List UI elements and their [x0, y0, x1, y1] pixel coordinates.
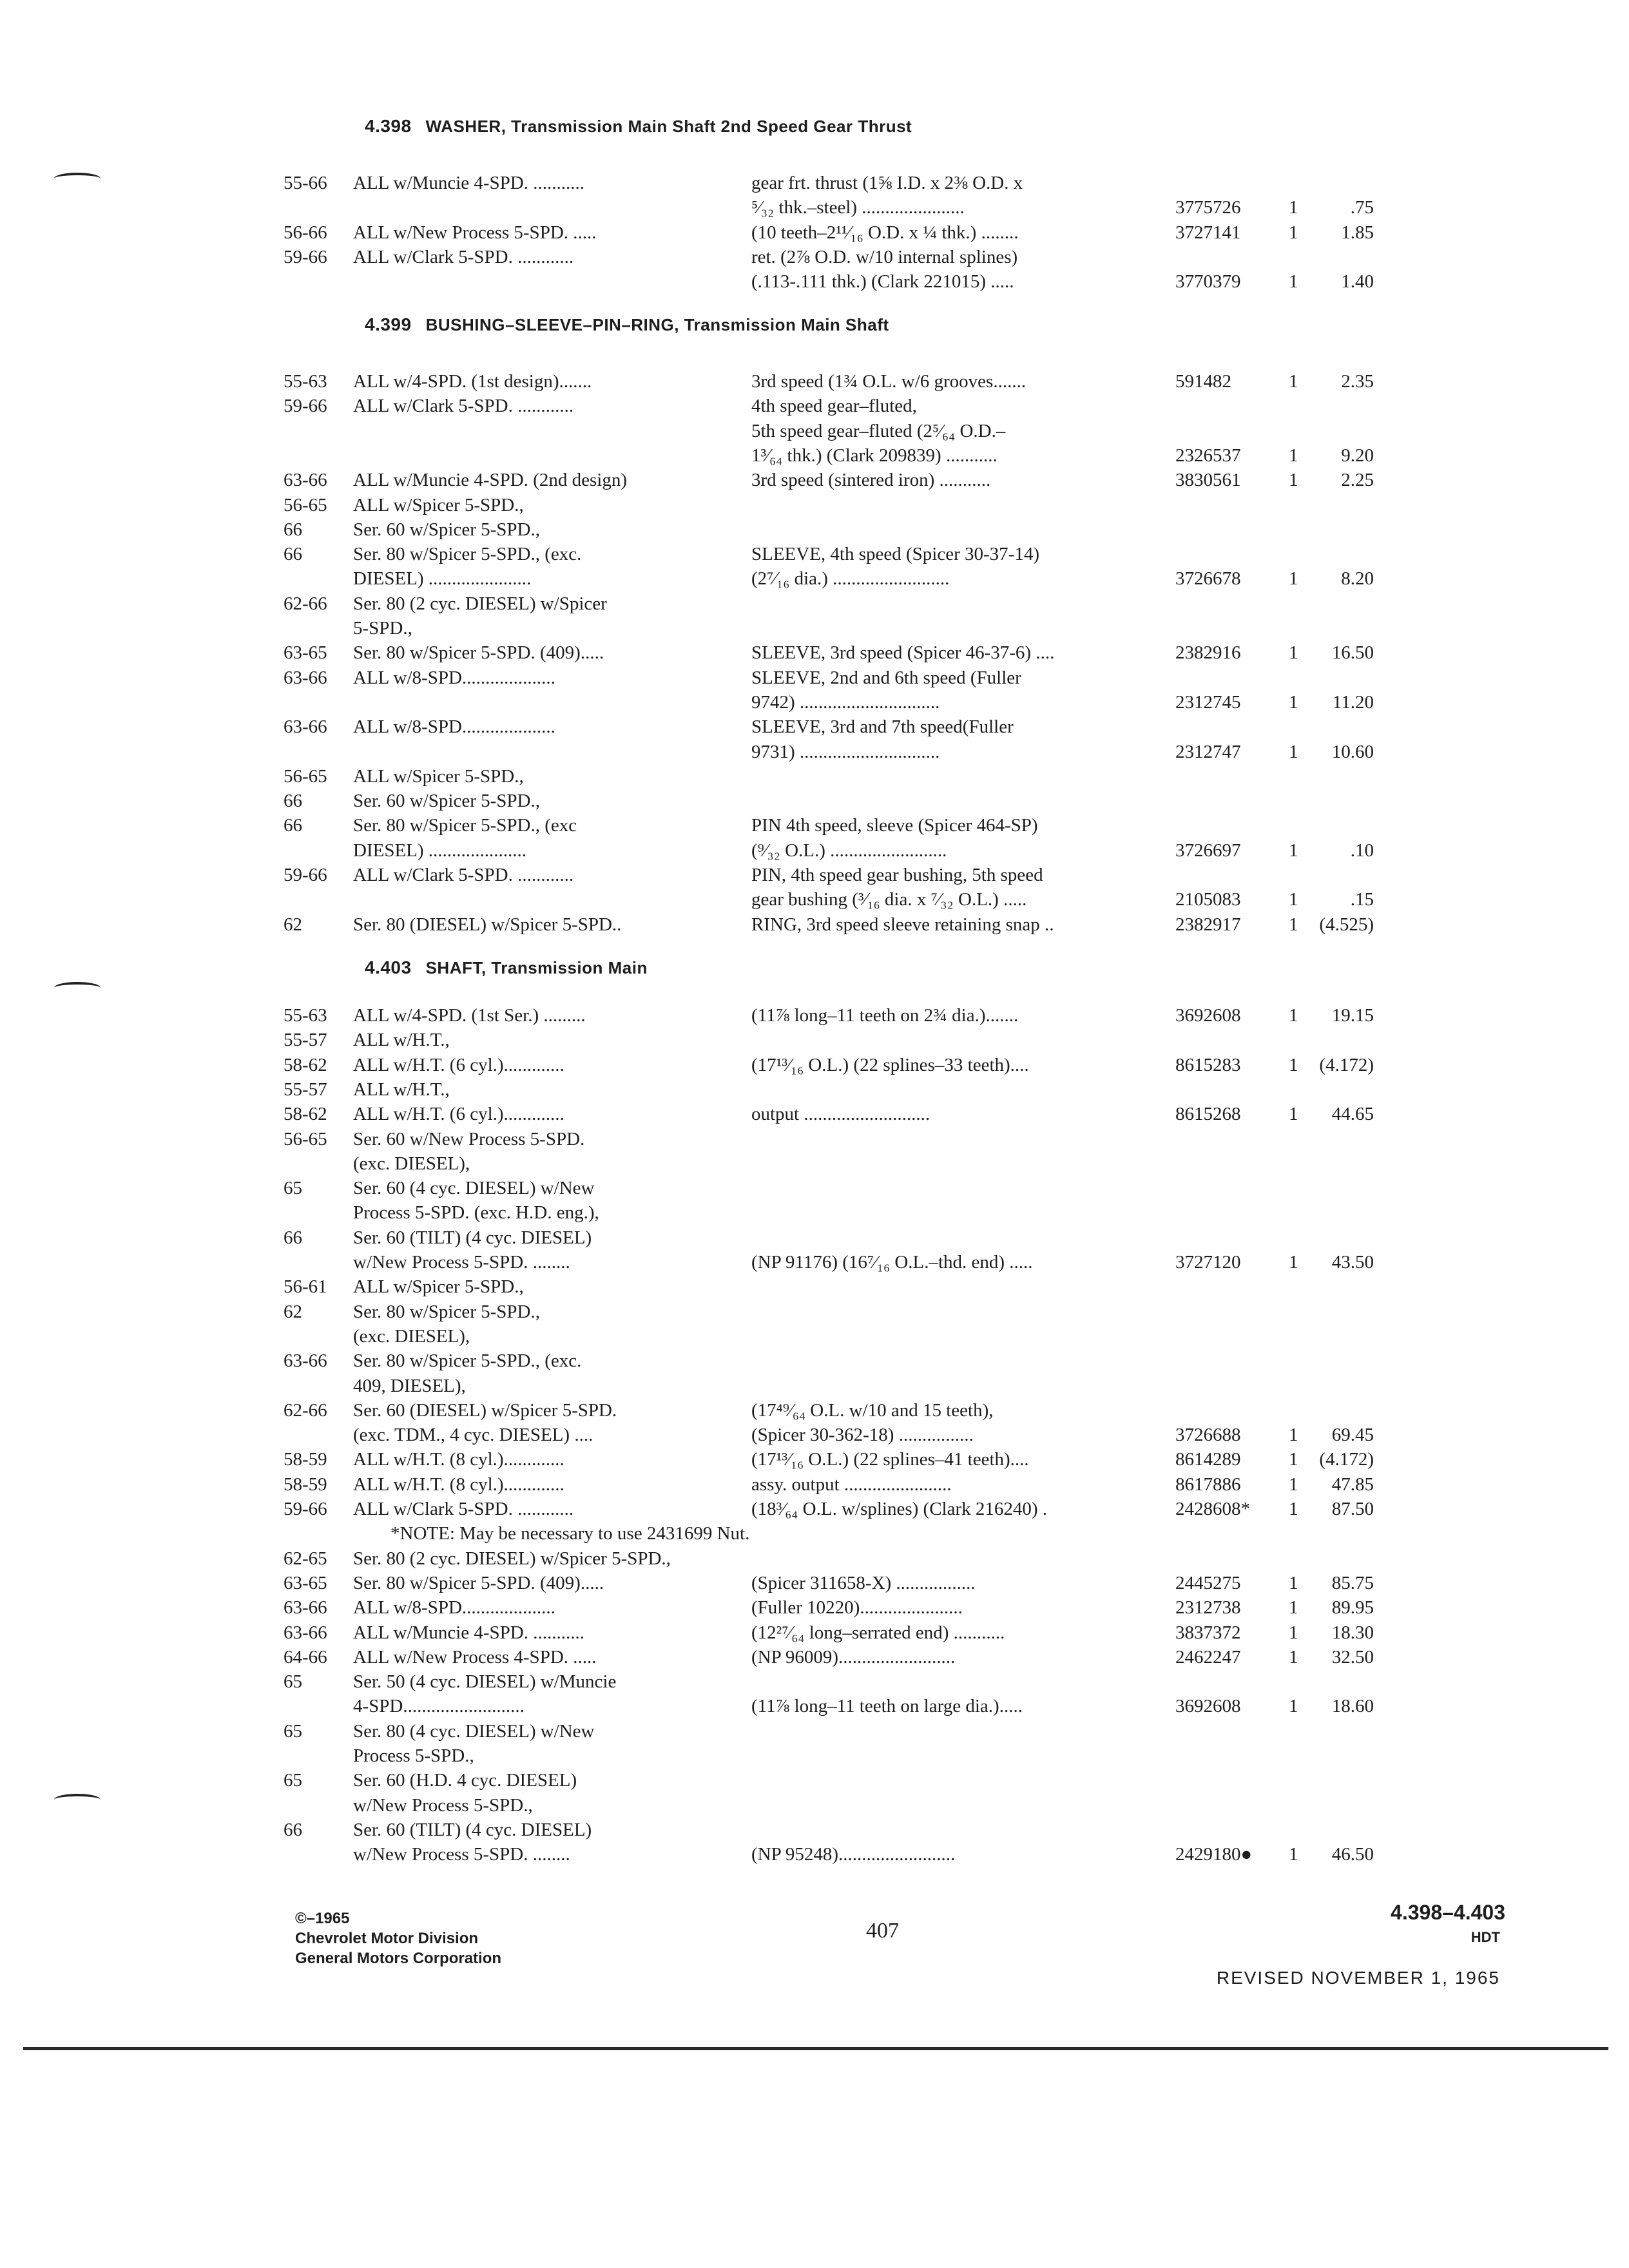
row-year-range: 55-63: [284, 371, 327, 392]
row-year-range: 59-66: [284, 396, 327, 416]
row-year-range: 56-65: [284, 1129, 327, 1149]
row-description: (NP 95248).........................: [751, 1844, 956, 1865]
row-application: w/New Process 5-SPD.,: [353, 1795, 533, 1816]
section-heading-4-399: [365, 314, 889, 335]
row-application: Ser. 80 w/Spicer 5-SPD. (409).....: [353, 642, 604, 663]
row-application: ALL w/Muncie 4-SPD. (2nd design): [353, 470, 628, 490]
section-title: WASHER, Transmission Main Shaft 2nd Speed Gear Thrust: [425, 117, 912, 136]
row-quantity: 1: [1289, 1425, 1298, 1445]
bottom-rule: [23, 2047, 1608, 2050]
row-part-number: 2429180●: [1175, 1844, 1253, 1865]
row-year-range: 63-66: [284, 668, 327, 688]
row-part-number: 3837372: [1175, 1622, 1241, 1643]
row-quantity: 1: [1289, 371, 1298, 392]
section-heading-4-398: [365, 116, 912, 137]
row-application: ALL w/8-SPD....................: [353, 668, 555, 688]
row-application: (exc. DIESEL),: [353, 1153, 470, 1174]
row-application: 5-SPD.,: [353, 618, 412, 639]
row-application: ALL w/8-SPD....................: [353, 1597, 555, 1618]
row-application: w/New Process 5-SPD. ........: [353, 1844, 570, 1865]
row-description: (18³⁄₆₄ O.L. w/splines) (Clark 216240) .: [751, 1499, 1048, 1519]
row-quantity: 1: [1289, 1622, 1298, 1643]
row-price: 85.75: [1331, 1573, 1374, 1593]
row-year-range: 66: [284, 519, 302, 540]
punch-mark: [54, 1794, 101, 1805]
row-quantity: 1: [1289, 914, 1298, 935]
row-quantity: 1: [1289, 445, 1298, 466]
section-title: BUSHING–SLEEVE–PIN–RING, Transmission Main Shaft: [425, 315, 889, 334]
row-quantity: 1: [1289, 742, 1298, 762]
row-description: PIN 4th speed, sleeve (Spicer 464-SP): [751, 815, 1038, 836]
punch-mark: [54, 982, 101, 994]
row-quantity: 1: [1289, 840, 1298, 861]
row-year-range: 56-61: [284, 1276, 327, 1297]
row-description: gear frt. thrust (1⅝ I.D. x 2⅜ O.D. x: [751, 173, 1023, 193]
row-part-number: 3726678: [1175, 568, 1241, 589]
row-quantity: 1: [1289, 470, 1298, 490]
row-year-range: 63-65: [284, 642, 327, 663]
row-application: ALL w/Clark 5-SPD. ............: [353, 865, 574, 885]
row-part-number: 3830561: [1175, 470, 1241, 490]
row-price: 1.40: [1341, 271, 1374, 292]
row-year-range: 55-63: [284, 1005, 327, 1026]
row-part-number: 3726697: [1175, 840, 1241, 861]
row-description: (17¹³⁄₁₆ O.L.) (22 splines–33 teeth)....: [751, 1055, 1029, 1075]
row-part-number: 8615283: [1175, 1055, 1241, 1075]
row-part-number: 3775726: [1175, 197, 1241, 218]
section-range: 4.398–4.403: [1391, 1901, 1505, 1924]
row-application: (exc. TDM., 4 cyc. DIESEL) ....: [353, 1425, 593, 1445]
row-description: (Spicer 30-362-18) ................: [751, 1425, 974, 1445]
row-year-range: 58-62: [284, 1055, 327, 1075]
row-application: ALL w/Spicer 5-SPD.,: [353, 1276, 524, 1297]
row-part-number: 2312747: [1175, 742, 1241, 762]
row-application: ALL w/H.T. (8 cyl.).............: [353, 1449, 564, 1470]
row-year-range: 62-65: [284, 1548, 327, 1569]
row-description: 3rd speed (sintered iron) ...........: [751, 470, 991, 490]
row-description: gear bushing (³⁄₁₆ dia. x ⁷⁄₃₂ O.L.) .....: [751, 889, 1027, 910]
row-application: 409, DIESEL),: [353, 1376, 466, 1396]
row-price: 2.35: [1341, 371, 1374, 392]
row-description: 5th speed gear–fluted (2⁵⁄₆₄ O.D.–: [751, 421, 1006, 441]
row-part-number: 2462247: [1175, 1647, 1241, 1667]
row-quantity: 1: [1289, 1647, 1298, 1667]
row-quantity: 1: [1289, 1055, 1298, 1075]
row-year-range: 63-66: [284, 470, 327, 490]
row-price: 89.95: [1331, 1597, 1374, 1618]
row-year-range: 62: [284, 1302, 302, 1322]
section-title: SHAFT, Transmission Main: [425, 958, 648, 977]
row-description: 4th speed gear–fluted,: [751, 396, 917, 416]
row-year-range: 63-66: [284, 1622, 327, 1643]
row-description: ret. (2⅞ O.D. w/10 internal splines): [751, 247, 1018, 267]
row-application: Ser. 80 w/Spicer 5-SPD., (exc.: [353, 544, 582, 564]
row-description: RING, 3rd speed sleeve retaining snap ..: [751, 914, 1054, 935]
row-year-range: 66: [284, 815, 302, 836]
row-description: (17⁴⁹⁄₆₄ O.L. w/10 and 15 teeth),: [751, 1400, 994, 1421]
row-year-range: 59-66: [284, 247, 327, 267]
row-application: ALL w/H.T. (6 cyl.).............: [353, 1104, 564, 1124]
row-part-number: 2382917: [1175, 914, 1241, 935]
row-description: assy. output .......................: [751, 1474, 952, 1495]
row-price: 43.50: [1331, 1252, 1374, 1273]
section-number: 4.399: [365, 314, 412, 334]
row-application: Ser. 60 (H.D. 4 cyc. DIESEL): [353, 1770, 577, 1791]
row-price: 19.15: [1331, 1005, 1374, 1026]
row-application: *NOTE: May be necessary to use 2431699 Nut.: [390, 1523, 750, 1544]
row-quantity: 1: [1289, 1499, 1298, 1519]
row-application: ALL w/4-SPD. (1st Ser.) .........: [353, 1005, 586, 1026]
row-quantity: 1: [1289, 692, 1298, 713]
row-part-number: 2312745: [1175, 692, 1241, 713]
row-application: w/New Process 5-SPD. ........: [353, 1252, 570, 1273]
row-description: 3rd speed (1¾ O.L. w/6 grooves.......: [751, 371, 1027, 392]
section-number: 4.398: [365, 116, 412, 136]
row-application: Ser. 60 (DIESEL) w/Spicer 5-SPD.: [353, 1400, 617, 1421]
row-application: Ser. 80 (DIESEL) w/Spicer 5-SPD..: [353, 914, 622, 935]
row-year-range: 63-66: [284, 716, 327, 737]
row-application: ALL w/Clark 5-SPD. ............: [353, 1499, 574, 1519]
row-application: Ser. 60 (TILT) (4 cyc. DIESEL): [353, 1227, 592, 1248]
row-year-range: 59-66: [284, 1499, 327, 1519]
row-quantity: 1: [1289, 222, 1298, 243]
row-quantity: 1: [1289, 568, 1298, 589]
row-year-range: 65: [284, 1671, 302, 1692]
row-description: (.113-.111 thk.) (Clark 221015) .....: [751, 271, 1014, 292]
row-price: 9.20: [1341, 445, 1374, 466]
row-application: ALL w/New Process 4-SPD. .....: [353, 1647, 597, 1667]
row-part-number: 3727120: [1175, 1252, 1241, 1273]
row-description: (11⅞ long–11 teeth on 2¾ dia.).......: [751, 1005, 1019, 1026]
row-price: 1.85: [1341, 222, 1374, 243]
row-application: Ser. 80 (2 cyc. DIESEL) w/Spicer 5-SPD.,: [353, 1548, 671, 1569]
row-year-range: 65: [284, 1721, 302, 1742]
row-year-range: 62-66: [284, 1400, 327, 1421]
row-year-range: 63-66: [284, 1597, 327, 1618]
row-quantity: 1: [1289, 197, 1298, 218]
row-part-number: 3692608: [1175, 1696, 1241, 1716]
row-application: Ser. 80 w/Spicer 5-SPD., (exc: [353, 815, 577, 836]
row-application: Ser. 80 w/Spicer 5-SPD.,: [353, 1302, 540, 1322]
row-year-range: 65: [284, 1770, 302, 1791]
row-part-number: 2382916: [1175, 642, 1241, 663]
row-description: (10 teeth–2¹¹⁄₁₆ O.D. x ¼ thk.) ........: [751, 222, 1019, 243]
row-price: 10.60: [1331, 742, 1374, 762]
row-year-range: 66: [284, 1820, 302, 1840]
row-year-range: 55-66: [284, 173, 327, 193]
row-application: Ser. 50 (4 cyc. DIESEL) w/Muncie: [353, 1671, 617, 1692]
row-price: .10: [1350, 840, 1374, 861]
row-price: (4.172): [1319, 1055, 1374, 1075]
corporation-name: General Motors Corporation: [295, 1950, 502, 1967]
row-description: 9742) ..............................: [751, 692, 940, 713]
row-year-range: 55-57: [284, 1030, 327, 1050]
row-application: Ser. 60 w/New Process 5-SPD.: [353, 1129, 585, 1149]
row-price: 16.50: [1331, 642, 1374, 663]
row-application: Ser. 60 (4 cyc. DIESEL) w/New: [353, 1178, 595, 1198]
row-description: 1³⁄₆₄ thk.) (Clark 209839) ...........: [751, 445, 998, 466]
page-number: 407: [866, 1919, 899, 1943]
row-price: 11.20: [1332, 692, 1374, 713]
row-quantity: 1: [1289, 1252, 1298, 1273]
row-application: Ser. 60 w/Spicer 5-SPD.,: [353, 519, 540, 540]
row-description: (⁹⁄₃₂ O.L.) .........................: [751, 840, 947, 861]
row-description: ⁵⁄₃₂ thk.–steel) ......................: [751, 197, 965, 218]
row-application: ALL w/Muncie 4-SPD. ...........: [353, 173, 584, 193]
row-price: 8.20: [1341, 568, 1374, 589]
row-part-number: 2105083: [1175, 889, 1241, 910]
row-year-range: 58-59: [284, 1474, 327, 1495]
row-part-number: 591482: [1175, 371, 1231, 392]
row-description: (Spicer 311658-X) .................: [751, 1573, 976, 1593]
row-price: 2.25: [1341, 470, 1374, 490]
row-year-range: 59-66: [284, 865, 327, 885]
row-application: ALL w/H.T.,: [353, 1030, 450, 1050]
row-part-number: 8615268: [1175, 1104, 1241, 1124]
section-heading-4-403: [365, 957, 648, 978]
row-year-range: 66: [284, 544, 302, 564]
row-price: (4.525): [1319, 914, 1374, 935]
row-price: 18.60: [1331, 1696, 1374, 1716]
row-application: ALL w/Clark 5-SPD. ............: [353, 396, 574, 416]
row-application: ALL w/Clark 5-SPD. ............: [353, 247, 574, 267]
row-part-number: 2428608*: [1175, 1499, 1250, 1519]
row-description: (17¹³⁄₁₆ O.L.) (22 splines–41 teeth)....: [751, 1449, 1029, 1470]
row-year-range: 62-66: [284, 593, 327, 614]
row-part-number: 2312738: [1175, 1597, 1241, 1618]
row-price: 69.45: [1331, 1425, 1374, 1445]
section-number: 4.403: [365, 957, 412, 977]
row-application: 4-SPD..........................: [353, 1696, 525, 1716]
row-price: 46.50: [1331, 1844, 1374, 1865]
row-quantity: 1: [1289, 1449, 1298, 1470]
row-year-range: 58-62: [284, 1104, 327, 1124]
publisher-block: [295, 1908, 501, 1968]
row-application: ALL w/4-SPD. (1st design).......: [353, 371, 592, 392]
row-quantity: 1: [1289, 1597, 1298, 1618]
row-application: Ser. 60 (TILT) (4 cyc. DIESEL): [353, 1820, 592, 1840]
row-quantity: 1: [1289, 1474, 1298, 1495]
row-description: SLEEVE, 3rd and 7th speed(Fuller: [751, 716, 1014, 737]
row-year-range: 63-65: [284, 1573, 327, 1593]
row-description: (NP 96009).........................: [751, 1647, 956, 1667]
copyright: ©–1965: [295, 1910, 350, 1927]
row-application: Ser. 80 (2 cyc. DIESEL) w/Spicer: [353, 593, 607, 614]
row-application: ALL w/H.T. (8 cyl.).............: [353, 1474, 564, 1495]
row-application: ALL w/Spicer 5-SPD.,: [353, 495, 524, 515]
row-quantity: 1: [1289, 1005, 1298, 1026]
row-description: 9731) ..............................: [751, 742, 940, 762]
row-price: 32.50: [1331, 1647, 1374, 1667]
revised-date: REVISED NOVEMBER 1, 1965: [1216, 1968, 1500, 1988]
punch-mark: [54, 173, 101, 184]
row-application: ALL w/H.T.,: [353, 1079, 450, 1100]
row-part-number: 8617886: [1175, 1474, 1241, 1495]
row-price: 44.65: [1331, 1104, 1374, 1124]
row-application: (exc. DIESEL),: [353, 1326, 470, 1347]
row-price: (4.172): [1319, 1449, 1374, 1470]
row-application: Ser. 80 (4 cyc. DIESEL) w/New: [353, 1721, 595, 1742]
row-price: 87.50: [1331, 1499, 1374, 1519]
row-year-range: 56-66: [284, 222, 327, 243]
row-part-number: 3727141: [1175, 222, 1241, 243]
row-application: Process 5-SPD.,: [353, 1745, 474, 1766]
row-application: DIESEL) ......................: [353, 568, 532, 589]
row-year-range: 65: [284, 1178, 302, 1198]
row-application: ALL w/Muncie 4-SPD. ...........: [353, 1622, 584, 1643]
division-name: Chevrolet Motor Division: [295, 1930, 479, 1947]
row-year-range: 62: [284, 914, 302, 935]
row-part-number: 2445275: [1175, 1573, 1241, 1593]
row-application: Ser. 80 w/Spicer 5-SPD. (409).....: [353, 1573, 604, 1593]
row-description: SLEEVE, 4th speed (Spicer 30-37-14): [751, 544, 1039, 564]
row-quantity: 1: [1289, 1573, 1298, 1593]
row-quantity: 1: [1289, 1104, 1298, 1124]
row-application: ALL w/New Process 5-SPD. .....: [353, 222, 597, 243]
row-part-number: 3770379: [1175, 271, 1241, 292]
row-year-range: 56-65: [284, 495, 327, 515]
row-description: (NP 91176) (16⁷⁄₁₆ O.L.–thd. end) .....: [751, 1252, 1033, 1273]
row-year-range: 58-59: [284, 1449, 327, 1470]
row-application: ALL w/8-SPD....................: [353, 716, 555, 737]
row-year-range: 56-65: [284, 766, 327, 787]
manual-code: HDT: [1470, 1929, 1500, 1945]
row-description: (2⁷⁄₁₆ dia.) .........................: [751, 568, 950, 589]
row-description: output ...........................: [751, 1104, 930, 1124]
row-part-number: 8614289: [1175, 1449, 1241, 1470]
row-part-number: 2326537: [1175, 445, 1241, 466]
row-price: .15: [1350, 889, 1374, 910]
row-year-range: 64-66: [284, 1647, 327, 1667]
row-description: (12²⁷⁄₆₄ long–serrated end) ...........: [751, 1622, 1005, 1643]
row-quantity: 1: [1289, 271, 1298, 292]
row-application: Process 5-SPD. (exc. H.D. eng.),: [353, 1202, 599, 1223]
row-price: 18.30: [1331, 1622, 1374, 1643]
row-part-number: 3692608: [1175, 1005, 1241, 1026]
row-quantity: 1: [1289, 642, 1298, 663]
row-part-number: 3726688: [1175, 1425, 1241, 1445]
row-application: Ser. 60 w/Spicer 5-SPD.,: [353, 791, 540, 811]
row-quantity: 1: [1289, 1844, 1298, 1865]
row-description: PIN, 4th speed gear bushing, 5th speed: [751, 865, 1043, 885]
row-price: 47.85: [1331, 1474, 1374, 1495]
row-application: Ser. 80 w/Spicer 5-SPD., (exc.: [353, 1350, 582, 1371]
row-description: (Fuller 10220)......................: [751, 1597, 963, 1618]
row-quantity: 1: [1289, 1696, 1298, 1716]
row-application: DIESEL) .....................: [353, 840, 527, 861]
row-application: ALL w/Spicer 5-SPD.,: [353, 766, 524, 787]
row-quantity: 1: [1289, 889, 1298, 910]
row-description: SLEEVE, 3rd speed (Spicer 46-37-6) ....: [751, 642, 1055, 663]
row-year-range: 55-57: [284, 1079, 327, 1100]
row-description: SLEEVE, 2nd and 6th speed (Fuller: [751, 668, 1021, 688]
row-application: ALL w/H.T. (6 cyl.).............: [353, 1055, 564, 1075]
row-year-range: 63-66: [284, 1350, 327, 1371]
row-price: .75: [1350, 197, 1374, 218]
row-description: (11⅞ long–11 teeth on large dia.).....: [751, 1696, 1023, 1716]
row-year-range: 66: [284, 791, 302, 811]
row-year-range: 66: [284, 1227, 302, 1248]
